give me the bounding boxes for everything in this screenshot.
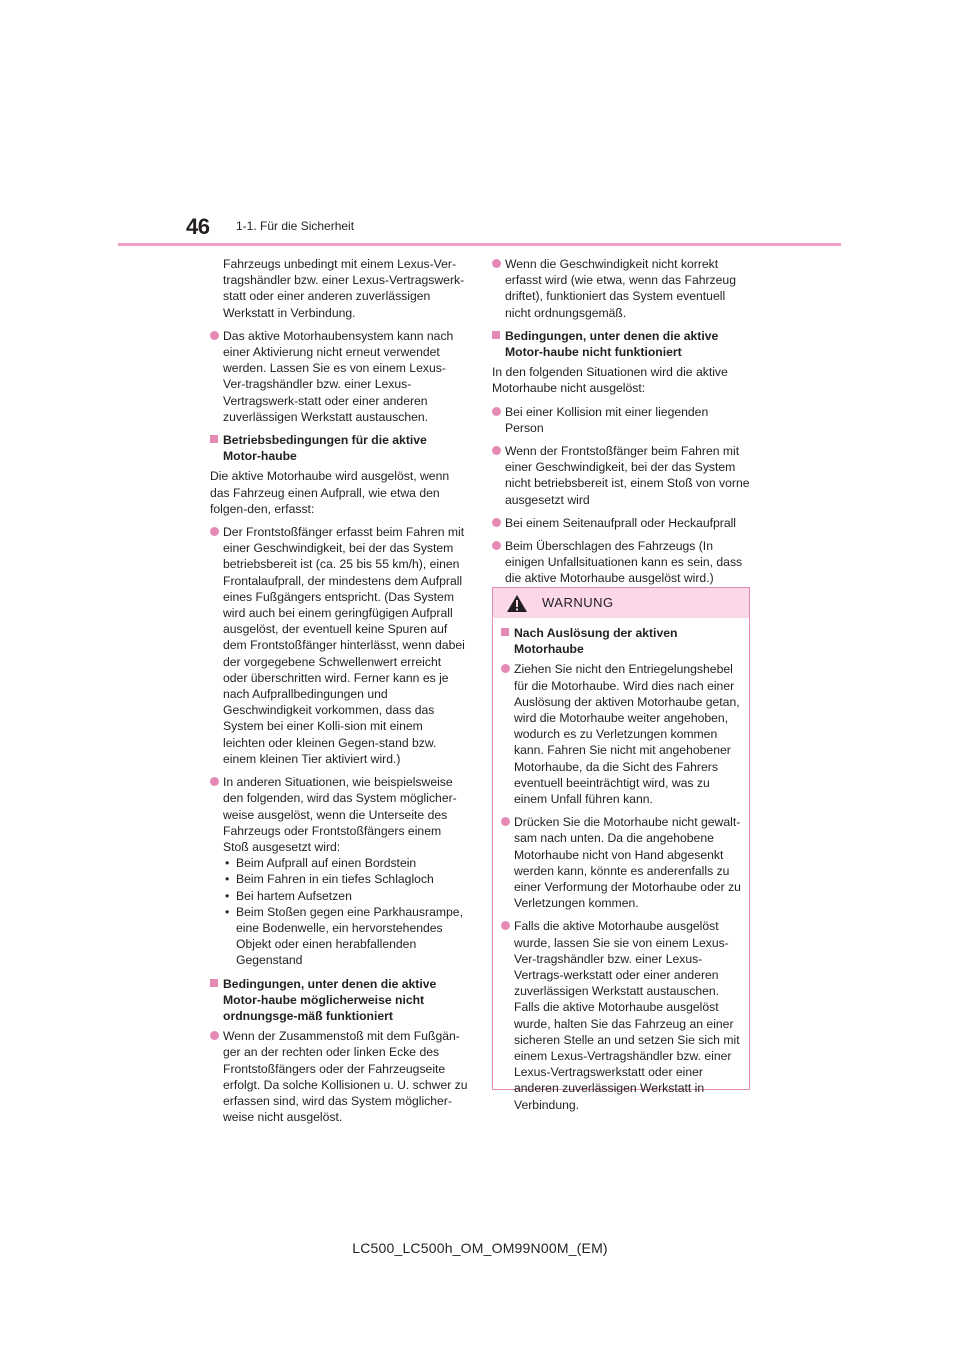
sub-list-item — [210, 855, 468, 871]
bullet-dot-icon — [210, 331, 219, 340]
bullet-text: Der Frontstoßfänger erfasst beim Fahren mit einer Geschwindigkeit, bei der das System betriebsbereit ist (ca. 25 bis 55 km/h), einen Frontalaufprall, der mindestens dem Aufprall eines Fußgängers entspricht. (Das System wird auch bei einem geringfügigen Aufprall ausgelöst, der eventuell keine Spuren auf dem Frontstoßfänger hinterlässt, wenn dabei der vorgegebene Schwellenwert erreicht oder überschritten wird. Ferner kann es je nach Aufprallbedingungen und Geschwindigkeit vorkommen, dass das System bei einer Kolli-sion mit einem leichten oder kleinen Gegen-stand bzw. einem kleinen Tier aktiviert wird.) — [223, 525, 465, 766]
bullet-item — [492, 404, 750, 436]
sub-list-item — [210, 888, 468, 904]
header-rule — [118, 243, 841, 246]
square-bullet-icon — [210, 979, 218, 987]
sub-bullet-icon: • — [225, 888, 230, 903]
sub-bullet-icon: • — [225, 904, 230, 919]
bullet-item — [492, 515, 750, 531]
right-column — [492, 256, 750, 594]
bullet-item — [501, 814, 741, 911]
page-number: 46 — [186, 214, 210, 239]
subheading — [210, 976, 468, 1025]
sub-list-text: Beim Stoßen gegen eine Parkhausrampe, eine Bodenwelle, ein hervorstehendes Objekt oder einen herabfallenden Gegenstand — [236, 904, 463, 968]
bullet-dot-icon — [501, 817, 510, 826]
bullet-text: Wenn die Geschwindigkeit nicht korrekt erfasst wird (wie etwa, wenn das Fahrzeug driftet), funktioniert das System eventuell nicht ordnungsgemäß. — [505, 257, 736, 320]
subheading-text: Nach Auslösung der aktiven Motorhaube — [514, 626, 678, 657]
subheading — [501, 625, 741, 657]
sub-list-item — [210, 904, 468, 969]
paragraph: In den folgenden Situationen wird die aktive Motorhaube nicht ausgelöst: — [492, 365, 728, 396]
warning-header — [493, 588, 749, 618]
bullet-text: Wenn der Frontstoßfänger beim Fahren mit einer Geschwindigkeit, bei der das System nicht betriebsbereit ist, einem Stoß von vorne ausgesetzt wird — [505, 444, 750, 507]
bullet-item — [210, 328, 468, 425]
warning-triangle-icon — [506, 594, 528, 613]
bullet-text: Bei einem Seitenaufprall oder Heckaufprall — [505, 515, 737, 530]
subheading-text: Bedingungen, unter denen die aktive Motor-haube möglicherweise nicht ordnungsge-mäß funktioniert — [223, 976, 437, 1023]
bullet-dot-icon — [492, 446, 501, 455]
bullet-text: Drücken Sie die Motorhaube nicht gewalt-sam nach unten. Da die angehobene Motorhaube nicht von Hand abgesenkt werden kann, könnte es anderenfalls zu einer Verformung der Motorhaube oder zu Verletzungen kommen. — [514, 815, 741, 911]
bullet-item — [501, 918, 741, 1112]
bullet-dot-icon — [492, 541, 501, 550]
bullet-item — [492, 443, 750, 508]
section-title: 1-1. Für die Sicherheit — [236, 219, 355, 233]
bullet-item — [501, 661, 741, 807]
sub-bullet-icon: • — [225, 872, 230, 887]
bullet-dot-icon — [210, 777, 219, 786]
bullet-text: Das aktive Motorhaubensystem kann nach einer Aktivierung nicht erneut verwendet werden. Lassen Sie es von einem Lexus-Ver-tragshändler bzw. einer Lexus-Vertragswerk-statt oder einer anderen zuverlässigen Werkstatt austauschen. — [223, 328, 454, 424]
left-column — [210, 256, 468, 1132]
bullet-dot-icon — [501, 921, 510, 930]
square-bullet-icon — [501, 628, 509, 636]
square-bullet-icon — [210, 435, 218, 443]
warning-body — [493, 618, 749, 1113]
bullet-item — [210, 524, 468, 767]
sub-list — [210, 855, 468, 968]
footer-doc-code: LC500_LC500h_OM_OM99N00M_(EM) — [352, 1240, 608, 1256]
bullet-text: Beim Überschlagen des Fahrzeugs (In einigen Unfallsituationen kann es sein, dass die aktive Motorhaube ausgelöst wird.) — [505, 539, 743, 586]
subheading-text: Bedingungen, unter denen die aktive Motor-haube nicht funktioniert — [505, 328, 719, 360]
bullet-item — [210, 774, 468, 855]
sub-bullet-icon: • — [225, 856, 230, 871]
paragraph: Die aktive Motorhaube wird ausgelöst, wenn das Fahrzeug einen Aufprall, wie etwa den folgen-den, erfasst: — [210, 469, 450, 516]
bullet-text: Wenn der Zusammenstoß mit dem Fußgän-ger an der rechten oder linken Ecke des Frontstoßfängers oder der Fahrzeugseite erfolgt. Da solche Kollisionen u. U. schwer zu erfassen sind, wird das System möglicher-weise nicht ausgelöst. — [223, 1029, 468, 1125]
bullet-text: Falls die aktive Motorhaube ausgelöst wurde, lassen Sie sie von einem Lexus-Ver-tragshändler bzw. einer Lexus-Vertrags-werkstatt oder einer anderen zuverlässigen Werkstatt austauschen. Falls die aktive Motorhaube ausgelöst wurde, halten Sie das Fahrzeug an einer sicheren Stelle an und setzen Sie sich mit einem Lexus-Vertragshändler bzw. einer Lexus-Vertragswerkstatt oder einer anderen zuverlässigen Werkstatt in Verbindung. — [514, 919, 740, 1112]
square-bullet-icon — [492, 331, 500, 339]
warning-title: WARNUNG — [542, 595, 614, 610]
sub-list-item — [210, 871, 468, 887]
bullet-dot-icon — [492, 407, 501, 416]
bullet-item — [492, 256, 750, 321]
sub-list-text: Bei hartem Aufsetzen — [236, 888, 352, 903]
bullet-text: Ziehen Sie nicht den Entriegelungshebel für die Motorhaube. Wird dies nach einer Auslösung der aktiven Motorhaube getan, wird die Motorhaube weiter angehoben, wodurch es zu Verletzungen kommen kann. Fahren Sie nicht mit angehobener Motorhaube, da die Sicht des Fahrers eventuell beeinträchtigt wird, was zu einem Unfall führen kann. — [514, 662, 740, 807]
bullet-dot-icon — [492, 518, 501, 527]
subheading-text: Betriebsbedingungen für die aktive Motor-haube — [223, 433, 427, 464]
sub-list-text: Beim Aufprall auf einen Bordstein — [236, 856, 417, 871]
bullet-item — [210, 1028, 468, 1125]
bullet-text: In anderen Situationen, wie beispielsweise den folgenden, wird das System möglicher-weise ausgelöst, wenn die Unterseite des Fahrzeugs oder Frontstoßfängers einem Stoß ausgesetzt wird: — [223, 775, 457, 854]
warning-box — [492, 587, 750, 1112]
bullet-item — [492, 538, 750, 587]
sub-list-text: Beim Fahren in ein tiefes Schlagloch — [236, 872, 434, 887]
bullet-dot-icon — [210, 527, 219, 536]
bullet-dot-icon — [210, 1031, 219, 1040]
bullet-dot-icon — [492, 259, 501, 268]
subheading — [492, 328, 750, 360]
bullet-dot-icon — [501, 664, 510, 673]
paragraph: Fahrzeugs unbedingt mit einem Lexus-Ver-tragshändler bzw. einer Lexus-Vertragswerk-statt oder einer anderen zuverlässigen Werkstatt in Verbindung. — [223, 257, 465, 320]
subheading — [210, 432, 468, 464]
bullet-text: Bei einer Kollision mit einer liegenden Person — [505, 404, 709, 435]
